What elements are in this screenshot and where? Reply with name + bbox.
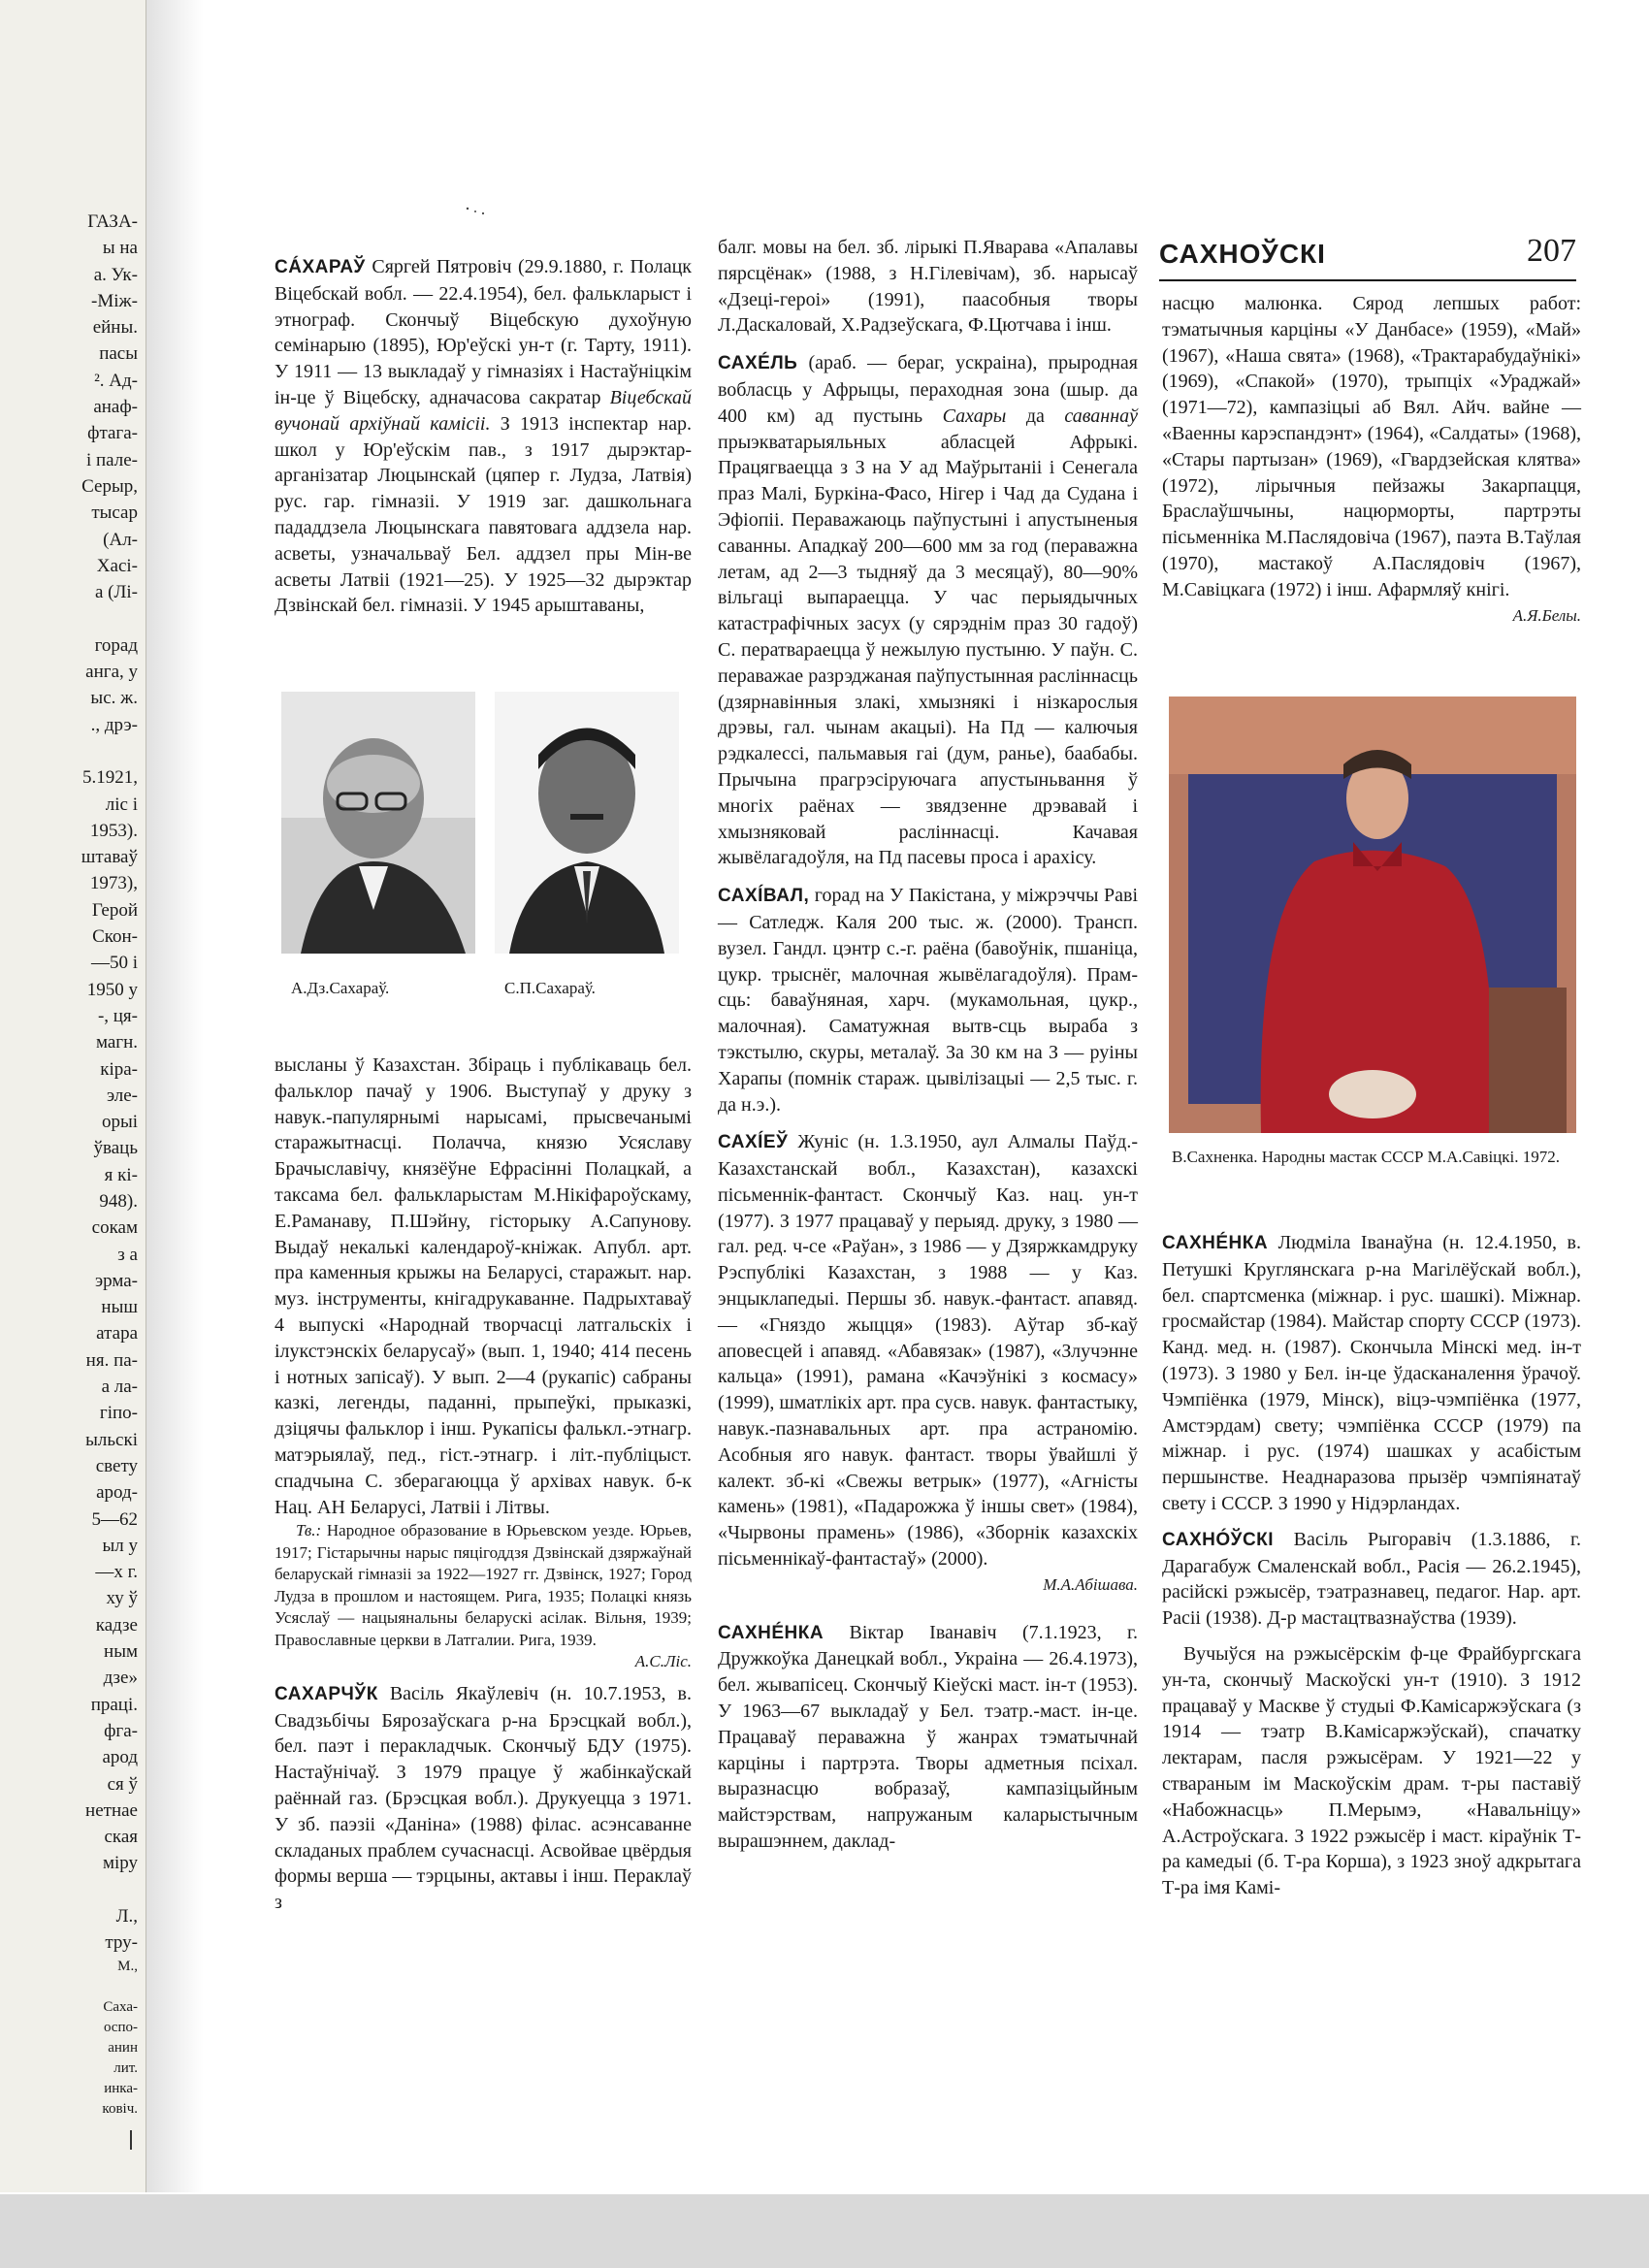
portrait-photo-adz-sakharau [281,692,475,954]
running-head-title: САХНОЎСКІ [1159,239,1326,269]
column-2 [718,235,1138,1855]
entry-sakhival [718,883,1138,1118]
literature-text: Народное образование в Юрьевском уезде. Юрьев, 1917; Гістарычны нарыс пяцігоддзя Дзвінскай дзяржаўнай беларускай гімназіі за 1922—1927 гг. Дзвінск, 1927; Город Лудза в прошлом и настоящем. Рига, 1935; Полацкі князь Усяслаў — нацыянальны беларускі асілак. Вільня, 1939; Православные церкви в Латгалии. Рига, 1939. [275,1521,692,1649]
entry-body: Сяргей Пятровіч (29.9.1880, г. Полацк Віцебскай вобл. — 22.4.1954), бел. фалькларыст і этнограф. Скончыў Віцебскую духоўную семінарыю (1895), Юр'еўскі ун-т (г. Тарту, 1911). У 1911 — 13 выкладаў у гімназіях і Настаўніцкім ін-це ў Віцебску, адначасова сакратар [275,256,693,408]
edge-line: Скон- [92,926,138,948]
edge-line: орыі [101,1112,138,1133]
edge-line: ., дрэ- [90,714,138,735]
author-signature: А.С.Ліс. [634,1652,692,1671]
edge-line: Герой [91,899,138,921]
literature-label: Тв.: [296,1521,322,1540]
edge-line: (Ал- [103,529,138,550]
entry-sakhel [718,350,1138,871]
edge-line: Саха- [103,1998,138,2015]
edge-line: а (Лі- [94,582,138,603]
edge-line: пасы [99,343,138,365]
entry-ref: саваннаў [1064,405,1138,427]
edge-line: Л., [115,1906,138,1927]
entry-headword: САХНÓЎСКІ [1162,1529,1275,1550]
edge-line: ся ў [107,1773,138,1795]
edge-line: гіпо- [99,1403,138,1424]
edge-line: я кі- [104,1164,138,1185]
edge-line: з а [117,1244,138,1265]
edge-line: праці. [90,1694,138,1715]
edge-line: і пале- [85,449,138,470]
edge-line: 1950 у [86,979,138,1000]
column-3-bottom [1162,1230,1581,1901]
entry-sakhnenka-ludmila [1162,1230,1581,1517]
entry-body-cont2: высланы ў Казахстан. Збіраць і публікаваць бел. фальклор пачаў у 1906. Выступаў у друку з навук.-папулярнымі нарысамі, прысвечанымі старажытнасці. Полачча, князю Усяславу Брачыславічу, князёўне Ефрасінні Полацкай, а таксама бел. фалькларыстам М.Нікіфароўскаму, Е.Раманаву, П.Шэйну, гісторыку А.Сапунову. Выдаў некалькі календароў-кніжак. Апубл. арт. пра каменныя крыжы на Беларусі, старажыт. нар. муз. інструменты, кнігадрукаванне. Падрыхтаваў 4 выпускі «Народнай творчасці латгальскіх і ілукстэнскіх беларусаў» (вып. 1, 1940; 414 песень і нотных запісаў). У вып. 2—4 (рукапіс) сабраны казкі, легенды, паданні, прыпеўкі, прыказкі, дзіцячы фальклор і інш. Рукапісы фалькл.-этнагр. матэрыялаў, пед., гіст.-этнагр. і літ.-публіцыст. спадчына С. зберагаюцца ў архівах навук. б-к Нац. АН Беларусі, Латвіі і Літвы. [275,1054,692,1518]
edge-line: ы на [102,238,138,259]
edge-line: элe- [106,1085,138,1106]
edge-line: -, ця- [97,1005,138,1026]
edge-line: анаф- [93,397,138,418]
literature-list [275,1520,692,1673]
entry-body: Жуніс (н. 1.3.1950, аул Алмалы Паўд.-Казахстанскай вобл., Казахстан), казахскі пісьменнік-фантаст. Скончыў Каз. нац. ун-т (1977). З 1977 працаваў у перыяд. друку, з 1980 — гал. ред. ч-се «Раўан», з 1986 — у Дзяржкамдруку Рэспублікі Казахстан, з 1988 — у Каз. энцыклапедыі. Першы зб. навук.-фантаст. апавяд. — «Гняздо жыцця» (1983). Аўтар зб-каў аповесцей і апавяд. «Абавязак» (1987), «Злучэнне кальца» (1991), рамана «Качэўнікі з космасу» (1999), шматлікіх арт. пра сусв. навук. фантастыку, навук.-пазнавальных арт. пра астраномію. Асобныя яго навук. фантаст. творы ўвайшлі ў калект. зб-кі «Свежы ветрык» (1977), «Агністы камень» (1981), «Падарожжа ў іншы свет» (1984), «Чырвоны прамень» (1986), «Зборнік казахскіх пісьменнікаў-фантастаў» (2000). [718,1131,1138,1571]
edge-line: 1953). [89,820,138,841]
edge-line: а ла- [101,1377,138,1398]
edge-line: лит. [113,2059,138,2076]
edge-line: ліс і [105,794,138,815]
entry-body: да [1025,405,1045,427]
edge-line: ыльскі [85,1429,138,1450]
edge-line: нетнае [85,1799,138,1821]
entry-headword: САХÉЛЬ [718,353,798,374]
edge-line: кіра- [100,1058,138,1080]
edge-line: 1973), [89,873,138,894]
entry-body-cont: З 1913 інспектар нар. школ у Юр'еўскім пав., з 1917 дырэктар-арганізатар Люцынскай (цяпер г. Лудза, Латвія) рус. гар. гімназіі. У 1919 заг. дашкольнага пададдзела Люцынскага павятовага аддзела нар. асветы, узначальваў Бел. аддзел пры Мін-ве асветы Латвіі (1921—25). У 1925—32 дырэктар Дзвінскай бел. гімназіі. У 1945 арыштаваны, [275,412,692,617]
running-header [1159,235,1576,281]
edge-line: Серыр, [81,475,138,497]
edge-line: штаваў [81,847,138,868]
entry-body: Віктар Іванавіч (7.1.1923, г. Дружкоўка Данецкай вобл., Украіна — 26.4.1973), бел. жывапісец. Скончыў Кіеўскі маст. ін-т (1953). У 1963—67 выкладаў у Бел. тэатр.-маст. ін-це. Працаваў пераважна ў жанрах тэматычнай карціны і партрэта. Творы адметныя псіхал. выразнасцю вобразаў, кампазіцыйным майстэрствам, напружаным каларыстычным вырашэннем, даклад- [718,1621,1138,1853]
edge-line: оспо- [103,2019,138,2035]
edge-line: ху ў [106,1588,138,1609]
entry-body: прыэкватарыяльных абласцей Афрыкі. Працягваецца з З на У ад Маўрытаніі і Сенегала праз Малі, Буркіна-Фасо, Нігер і Чад да Судана і Эфіопіі. Пераважаюць паўпустыні і апустыненыя саванны. Ападкаў 200—600 мм за год (пераважна летам, ад 2—3 тыдняў да 3 месяцаў), 80—90% вільгаці выпараецца. У час перыядычных катастрафічных засух (у сярэднім праз 30 гадоў) С. ператвараецца ў нежылую пустыню. У паўн. С. пераважае разрэджаная паўпустынная расліннасць (дзярнавінныя злакі, хмызнякі і нізкарослыя дрэвы, гал. чынам акацыі). На Пд — калючыя рэдкалессі, пальмавыя гаі (дум, раньe), баабабы. Прычына прагрэсіруючага апустыньвання ў многіх раёнах — звядзенне дрэвавай і хмызняковай расліннасці. Качавая жывёлагадоўля, на Пд пасевы проса і арахісу. [718,431,1138,869]
entry-body: (араб. — бераг, ускраіна), прыродная вобласць у Афрыцы, пераходная зона (шыр. да 400 км) ад пустынь [718,352,1138,427]
entry-ref: Сахары [942,405,1007,427]
edge-line: арод- [96,1482,138,1504]
edge-line: ². Ад- [94,370,138,391]
entry-body: Васіль Якаўлевіч (н. 10.7.1953, в. Свадзьбічы Бярозаўскага р-на Брэсцкай вобл.), бел. паэт і перакладчык. Скончыў БДУ (1975). Настаўнічаў. З 1979 працуе ў жабінкаўскай раённай газ. (Брэсцкая вобл.). Друкуецца з 1971. У зб. паэзіі «Даніна» (1988) філас. асэнсаванне складаных праблем сучаснасці. Асвойвае цвёрдыя формы верша — тэрцыны, актавы і інш. Пераклаў з [275,1682,692,1914]
edge-line: а. Ук- [93,264,138,285]
edge-line: ыл у [102,1535,138,1556]
edge-line: -Між- [91,290,138,311]
edge-line: ейны. [92,317,138,339]
edge-line: сокам [91,1217,138,1239]
page-number: 207 [1527,233,1576,269]
entry-sakhnouski [1162,1527,1581,1632]
painting-reproduction [1169,697,1576,1133]
print-speck [464,206,493,217]
edge-line: ным [104,1641,138,1663]
edge-line: ковіч. [102,2100,138,2117]
edge-line: Хасі- [96,555,138,576]
entry-headword: СÁХАРАЎ [275,257,366,277]
entry-headword: САХÍЕЎ [718,1132,789,1153]
edge-line: ская [104,1827,138,1848]
author-signature: А.Я.Белы. [1512,605,1581,625]
edge-line: 5.1921, [82,767,138,789]
edge-line: фтага- [87,423,138,444]
previous-page-fragment [0,209,146,2120]
edge-line: 948). [99,1190,138,1212]
portrait-photo-sp-sakharau [495,692,679,954]
edge-line: кадзе [95,1614,138,1636]
author-signature: М.А.Абішава. [1043,1574,1138,1594]
entry-sakhnouski-continued: Вучыўся на рэжысёрскім ф-це Фрайбургскага ун-та, скончыў Маскоўскі ун-т (1910). З 1912 працаваў у Маскве ў студыі Ф.Камісаржэўскага (з 1914 — тэатр В.Камісаржэўскай), спачатку лектарам, пасля рэжысёрам. У 1921—22 у ствараным ім Маскоўскім драм. т-ры паставіў «Набожнасць» П.Мерымэ, «Навальніцу» А.Астроўскага. З 1922 рэжысёр і маст. кіраўнік Т-ра камедыі (б. Т-ра Корша), з 1923 зноў адкрытага Т-ра імя Камі- [1162,1642,1581,1899]
edge-line: фга- [104,1720,138,1741]
edge-line: М., [117,1958,138,1974]
edge-line: —х г. [95,1562,138,1583]
entry-body: горад на У Пакістана, у міжрэччы Раві — Сатледж. Каля 200 тыс. ж. (2000). Трансп. вузел. Гандл. цэнтр с.-г. раёна (бавоўнік, пшаніца, цукр. трыснёг, малочная жывёлагадоўля). Прам-сць: баваўняная, харч. (мукамольная, цукр., малочная). Саматужная вытв-сць выраба з тэкстылю, скуры, металаў. За 30 км на З — руіны Харапы (помнік стараж. цывілізацыі — 2,5 тыс. г. да н.э.). [718,885,1139,1116]
entry-sakharchuk [275,1681,692,1916]
entry-headword: САХНÉНКА [1162,1233,1269,1253]
edge-line [0,1977,146,1997]
entry-sakharau [275,254,692,619]
edge-line: міру [102,1853,138,1874]
edge-line: ня. па- [85,1349,138,1371]
edge-line: ыс. ж. [90,688,138,709]
entry-headword: САХÍВАЛ, [718,886,810,907]
entry-headword: САХНÉНКА [718,1622,824,1643]
edge-line: горад [94,634,138,656]
painting-caption: В.Сахненка. Народны мастак СССР М.А.Савіцкі. 1972. [1172,1148,1561,1166]
entry-headword: САХАРЧЎК [275,1683,378,1704]
entry-sakhnenka-viktar [718,1620,1138,1855]
edge-line: арод [102,1747,138,1768]
entry-body: Васіль Рыгоравіч (1.3.1886, г. Дарагабуж Смаленскай вобл., Расія — 26.2.1945), расійскі рэжысёр, тэатразнавец, педагог. Нар. арт. Расіі (1938). Д-р мастацтвазнаўства (1939). [1162,1528,1581,1630]
edge-line: тысар [91,502,138,524]
edge-line: ГАЗА- [87,211,138,232]
entry-sakhieu [718,1129,1138,1598]
edge-line: ўваць [93,1138,138,1159]
scan-bottom-margin [0,2194,1649,2268]
edge-line: эрма- [94,1270,138,1291]
edge-line: 5—62 [91,1508,138,1530]
edge-line: дзе» [103,1668,138,1689]
edge-line: свету [95,1455,138,1476]
entry-sakharau-continued [275,1053,692,1916]
gutter-shadow [146,0,204,2192]
edge-line: анга, у [85,662,138,683]
photo-caption-2: С.П.Сахараў. [504,979,596,997]
edge-line [0,738,146,764]
photo-caption-1: А.Дз.Сахараў. [291,979,390,997]
edge-line: магн. [95,1032,138,1053]
edge-line: инка- [104,2080,138,2096]
scan-mark [130,2130,132,2150]
entry-body: Людміла Іванаўна (н. 12.4.1950, в. Петушкі Круглянскага р-на Магілёўскай вобл.), бел. спартсменка (міжнар. і рус. шашкі). Міжнар. гросмайстар (1984). Майстар спорту СССР (1973). Канд. мед. н. (1987). Скончыла Мінскі мед. ін-т (1973). З 1980 у Бел. ін-це ўдасканалення ўрачоў. Чэмпіёнка (1979, Мінск), віцэ-чэмпіёнка (1977, Амстэрдам) свету; чэмпіёнка СССР (1979) па міжнар. і рус. (1974) шашках у асабістым першынстве. Неаднаразова прызёр чэмпіянатаў свету і СССР. З 1990 у Нідэрландах. [1162,1232,1581,1514]
edge-line: ныш [101,1297,138,1318]
edge-line [0,1877,146,1903]
column-3-top [1162,291,1581,629]
edge-line: атара [96,1323,138,1345]
lead-continuation: насцю малюнка. Сярод лепшых работ: тэматычныя карціны «У Данбасе» (1959), «Май» (1967), «Наша свята» (1968), «Трактарабудаўнікі» (1969), «Спакой» (1970), трыпціх «Ураджай» (1971—72), кампазіцыі аб Вял. Айч. вайне — «Ваенны карэспандэнт» (1964), «Салдаты» (1968), «Стары партызан» (1969), «Гвардзейская клятва» (1972), лірычныя пейзажы Закарпацця, Браслаўшчыны, нацюрморты, партрэты пісьменніка М.Паслядовіча (1967), паэта В.Таўлая (1970), мастакоў А.Паслядовіч (1967), М.Савіцкага (1972) і інш. Афармляў кнігі. [1162,293,1581,600]
edge-line [0,605,146,632]
entry-italic-ref: Віцебскай вучонай архіўнай камісіі. [275,386,692,435]
lead-continuation: балг. мовы на бел. зб. лірыкі П.Яварава «Апалавы пярсцёнак» (1988, з Н.Гілевічам), зб. нарысаў «Дзеці-героі» (1991), паасобныя творы Л.Даскаловай, Х.Радзеўскага, Ф.Цютчава і інш. [718,237,1138,337]
edge-line: —50 і [90,953,138,974]
edge-line: анин [108,2039,138,2056]
edge-line: тру- [105,1932,138,1954]
